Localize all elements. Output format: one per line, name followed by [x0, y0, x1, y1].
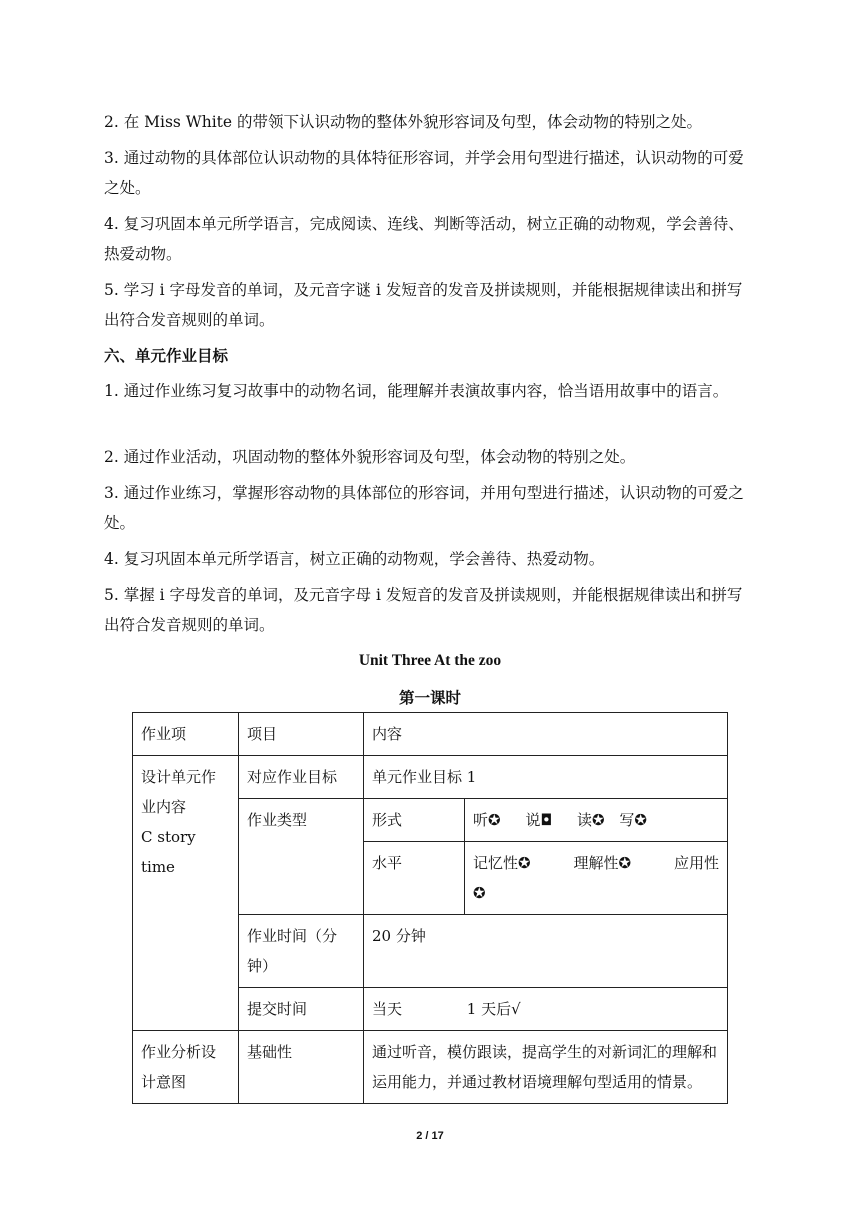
target-label: 对应作业目标	[239, 756, 364, 799]
form-label: 形式	[364, 799, 465, 842]
level-option-memory: 记忆性✪	[473, 854, 531, 872]
submit-value	[364, 988, 728, 1031]
form-option-listen: 听✪	[473, 811, 501, 829]
design-content-cell	[133, 756, 239, 1031]
table-row-target	[133, 756, 728, 799]
goal-1: 1. 通过作业练习复习故事中的动物名词，能理解并表演故事内容，恰当语用故事中的语言。	[104, 382, 729, 400]
form-options	[465, 799, 728, 842]
target-value: 单元作业目标 1	[364, 756, 728, 799]
design-label-line1: 设计单元作	[141, 768, 217, 786]
goal-5: 5. 掌握 i 字母发音的单词，及元音字母 i 发短音的发音及拼读规则，并能根据规律读出和拼写出符合发音规则的单词。	[104, 586, 743, 634]
goal-2: 2. 通过作业活动，巩固动物的整体外貌形容词及句型，体会动物的特别之处。	[104, 448, 636, 466]
type-label: 作业类型	[239, 799, 364, 915]
paragraph-objective-4: 4. 复习巩固本单元所学语言，完成阅读、连线、判断等活动，树立正确的动物观，学会善待、热爱动物。	[104, 215, 744, 263]
level-options-line1	[473, 848, 719, 878]
table-header-row	[133, 713, 728, 756]
level-option-understand: 理解性✪	[573, 854, 632, 872]
time-label: 作业时间（分钟）	[239, 915, 364, 988]
form-option-write: 写✪	[619, 811, 647, 829]
table-row-analysis	[133, 1031, 728, 1104]
form-option-speak: 说◘	[525, 811, 553, 829]
section-heading: 六、单元作业目标	[104, 346, 229, 365]
analysis-label: 作业分析设计意图	[133, 1031, 239, 1104]
page-number: 2 / 17	[416, 1130, 444, 1142]
level-option-apply-mark: ✪	[473, 884, 486, 902]
paragraph-objective-5: 5. 学习 i 字母发音的单词，及元音字谜 i 发短音的发音及拼读规则，并能根据规律读出和拼写出符合发音规则的单词。	[104, 281, 743, 329]
basic-value: 通过听音，模仿跟读，提高学生的对新词汇的理解和运用能力，并通过教材语境理解句型适用的情景。	[364, 1031, 728, 1104]
goal-3: 3. 通过作业练习，掌握形容动物的具体部位的形容词，并用句型进行描述，认识动物的可爱之处。	[104, 484, 744, 532]
time-value: 20 分钟	[364, 915, 728, 988]
submit-label: 提交时间	[239, 988, 364, 1031]
design-label-line2: 业内容	[141, 798, 187, 816]
level-option-apply: 应用性	[673, 854, 719, 872]
paragraph-objective-3: 3. 通过动物的具体部位认识动物的具体特征形容词，并学会用句型进行描述，认识动物的可爱之处。	[104, 149, 744, 197]
header-content: 内容	[364, 713, 728, 756]
basic-label: 基础性	[239, 1031, 364, 1104]
header-item: 作业项	[133, 713, 239, 756]
goal-4: 4. 复习巩固本单元所学语言，树立正确的动物观，学会善待、热爱动物。	[104, 550, 605, 568]
lesson-title: 第一课时	[398, 690, 461, 707]
form-option-read: 读✪	[577, 811, 605, 829]
submit-today: 当天	[372, 1000, 403, 1018]
header-project: 项目	[239, 713, 364, 756]
design-label-line3: C story time	[141, 828, 196, 876]
homework-table	[132, 712, 728, 1104]
submit-later: 1 天后√	[466, 1000, 521, 1018]
unit-title: Unit Three At the zoo	[358, 652, 502, 669]
paragraph-objective-2: 2. 在 Miss White 的带领下认识动物的整体外貌形容词及句型，体会动物的特别之处。	[104, 113, 703, 131]
level-label: 水平	[364, 842, 465, 915]
level-options	[465, 842, 728, 915]
